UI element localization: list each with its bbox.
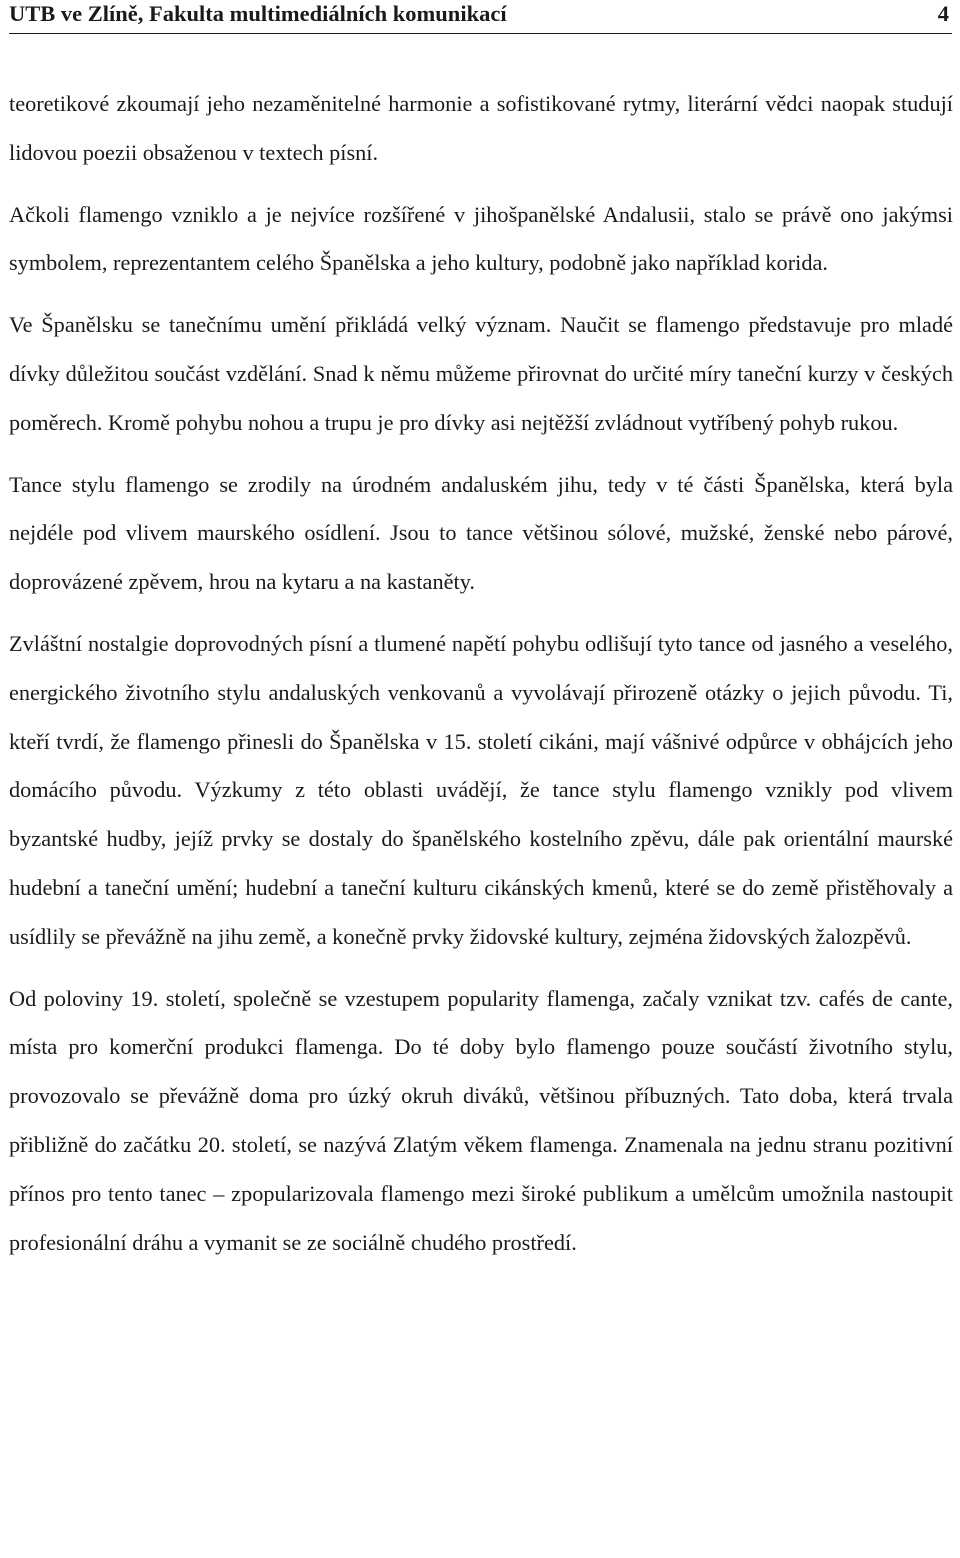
running-header xyxy=(9,0,949,32)
paragraph-4: Tance stylu flamengo se zrodily na úrodném andaluském jihu, tedy v té části Španělska, která byla nejdéle pod vlivem maurského osídlení. Jsou to tance většinou sólové, mužské, ženské nebo párové, doprovázené zpěvem, hrou na kytaru a na kastaněty. xyxy=(9,471,953,595)
paragraph-2: Ačkoli flamengo vzniklo a je nejvíce rozšířené v jihošpanělské Andalusii, stalo se právě ono jakýmsi symbolem, reprezentantem celého Španělska a jeho kultury, podobně jako například korida. xyxy=(9,201,953,276)
paragraph-5: Zvláštní nostalgie doprovodných písní a tlumené napětí pohybu odlišují tyto tance od jasného a veselého, energického životního stylu andaluských venkovanů a vyvolávají přirozeně otázky o jejich původu. Ti, kteří tvrdí, že flamengo přinesli do Španělska v 15. století cikáni, mají vášnivé odpůrce v obhájcích jeho domácího původu. Výzkumy z této oblasti uvádějí, že tance stylu flamengo vznikly pod vlivem byzantské hudby, jejíž prvky se dostaly do španělského kostelního zpěvu, dále pak orientální maurské hudební a taneční umění; hudební a taneční kulturu cikánských kmenů, které se do země přistěhovaly a usídlily se převážně na jihu země, a konečně prvky židovské kultury, zejména židovských žalozpěvů. xyxy=(9,630,953,949)
body-text xyxy=(9,80,953,1267)
page-number: 4 xyxy=(937,1,949,26)
paragraph-1: teoretikové zkoumají jeho nezaměnitelné harmonie a sofistikované rytmy, literární vědci naopak studují lidovou poezii obsaženou v textech písní. xyxy=(9,91,953,165)
paragraph-6: Od poloviny 19. století, společně se vzestupem popularity flamenga, začaly vznikat tzv. cafés de cante, místa pro komerční produkci flamenga. Do té doby bylo flamengo pouze součástí životního stylu, provozovalo se převážně doma pro úzký okruh diváků, většinou příbuzných. Tato doba, která trvala přibližně do začátku 20. století, se nazývá Zlatým věkem flamenga. Znamenala na jednu stranu pozitivní přínos pro tento tanec – zpopularizovala flamengo mezi široké publikum a umělcům umožnila nastoupit profesionální dráhu a vymanit se ze sociálně chudého prostředí. xyxy=(9,985,953,1255)
header-rule xyxy=(9,33,952,34)
paragraph-3: Ve Španělsku se tanečnímu umění přikládá velký význam. Naučit se flamengo představuje pro mladé dívky důležitou součást vzdělání. Snad k němu můžeme přirovnat do určité míry taneční kurzy v českých poměrech. Kromě pohybu nohou a trupu je pro dívky asi nejtěžší zvládnout vytříbený pohyb rukou. xyxy=(9,312,953,435)
header-title: UTB ve Zlíně, Fakulta multimediálních komunikací xyxy=(9,1,507,26)
